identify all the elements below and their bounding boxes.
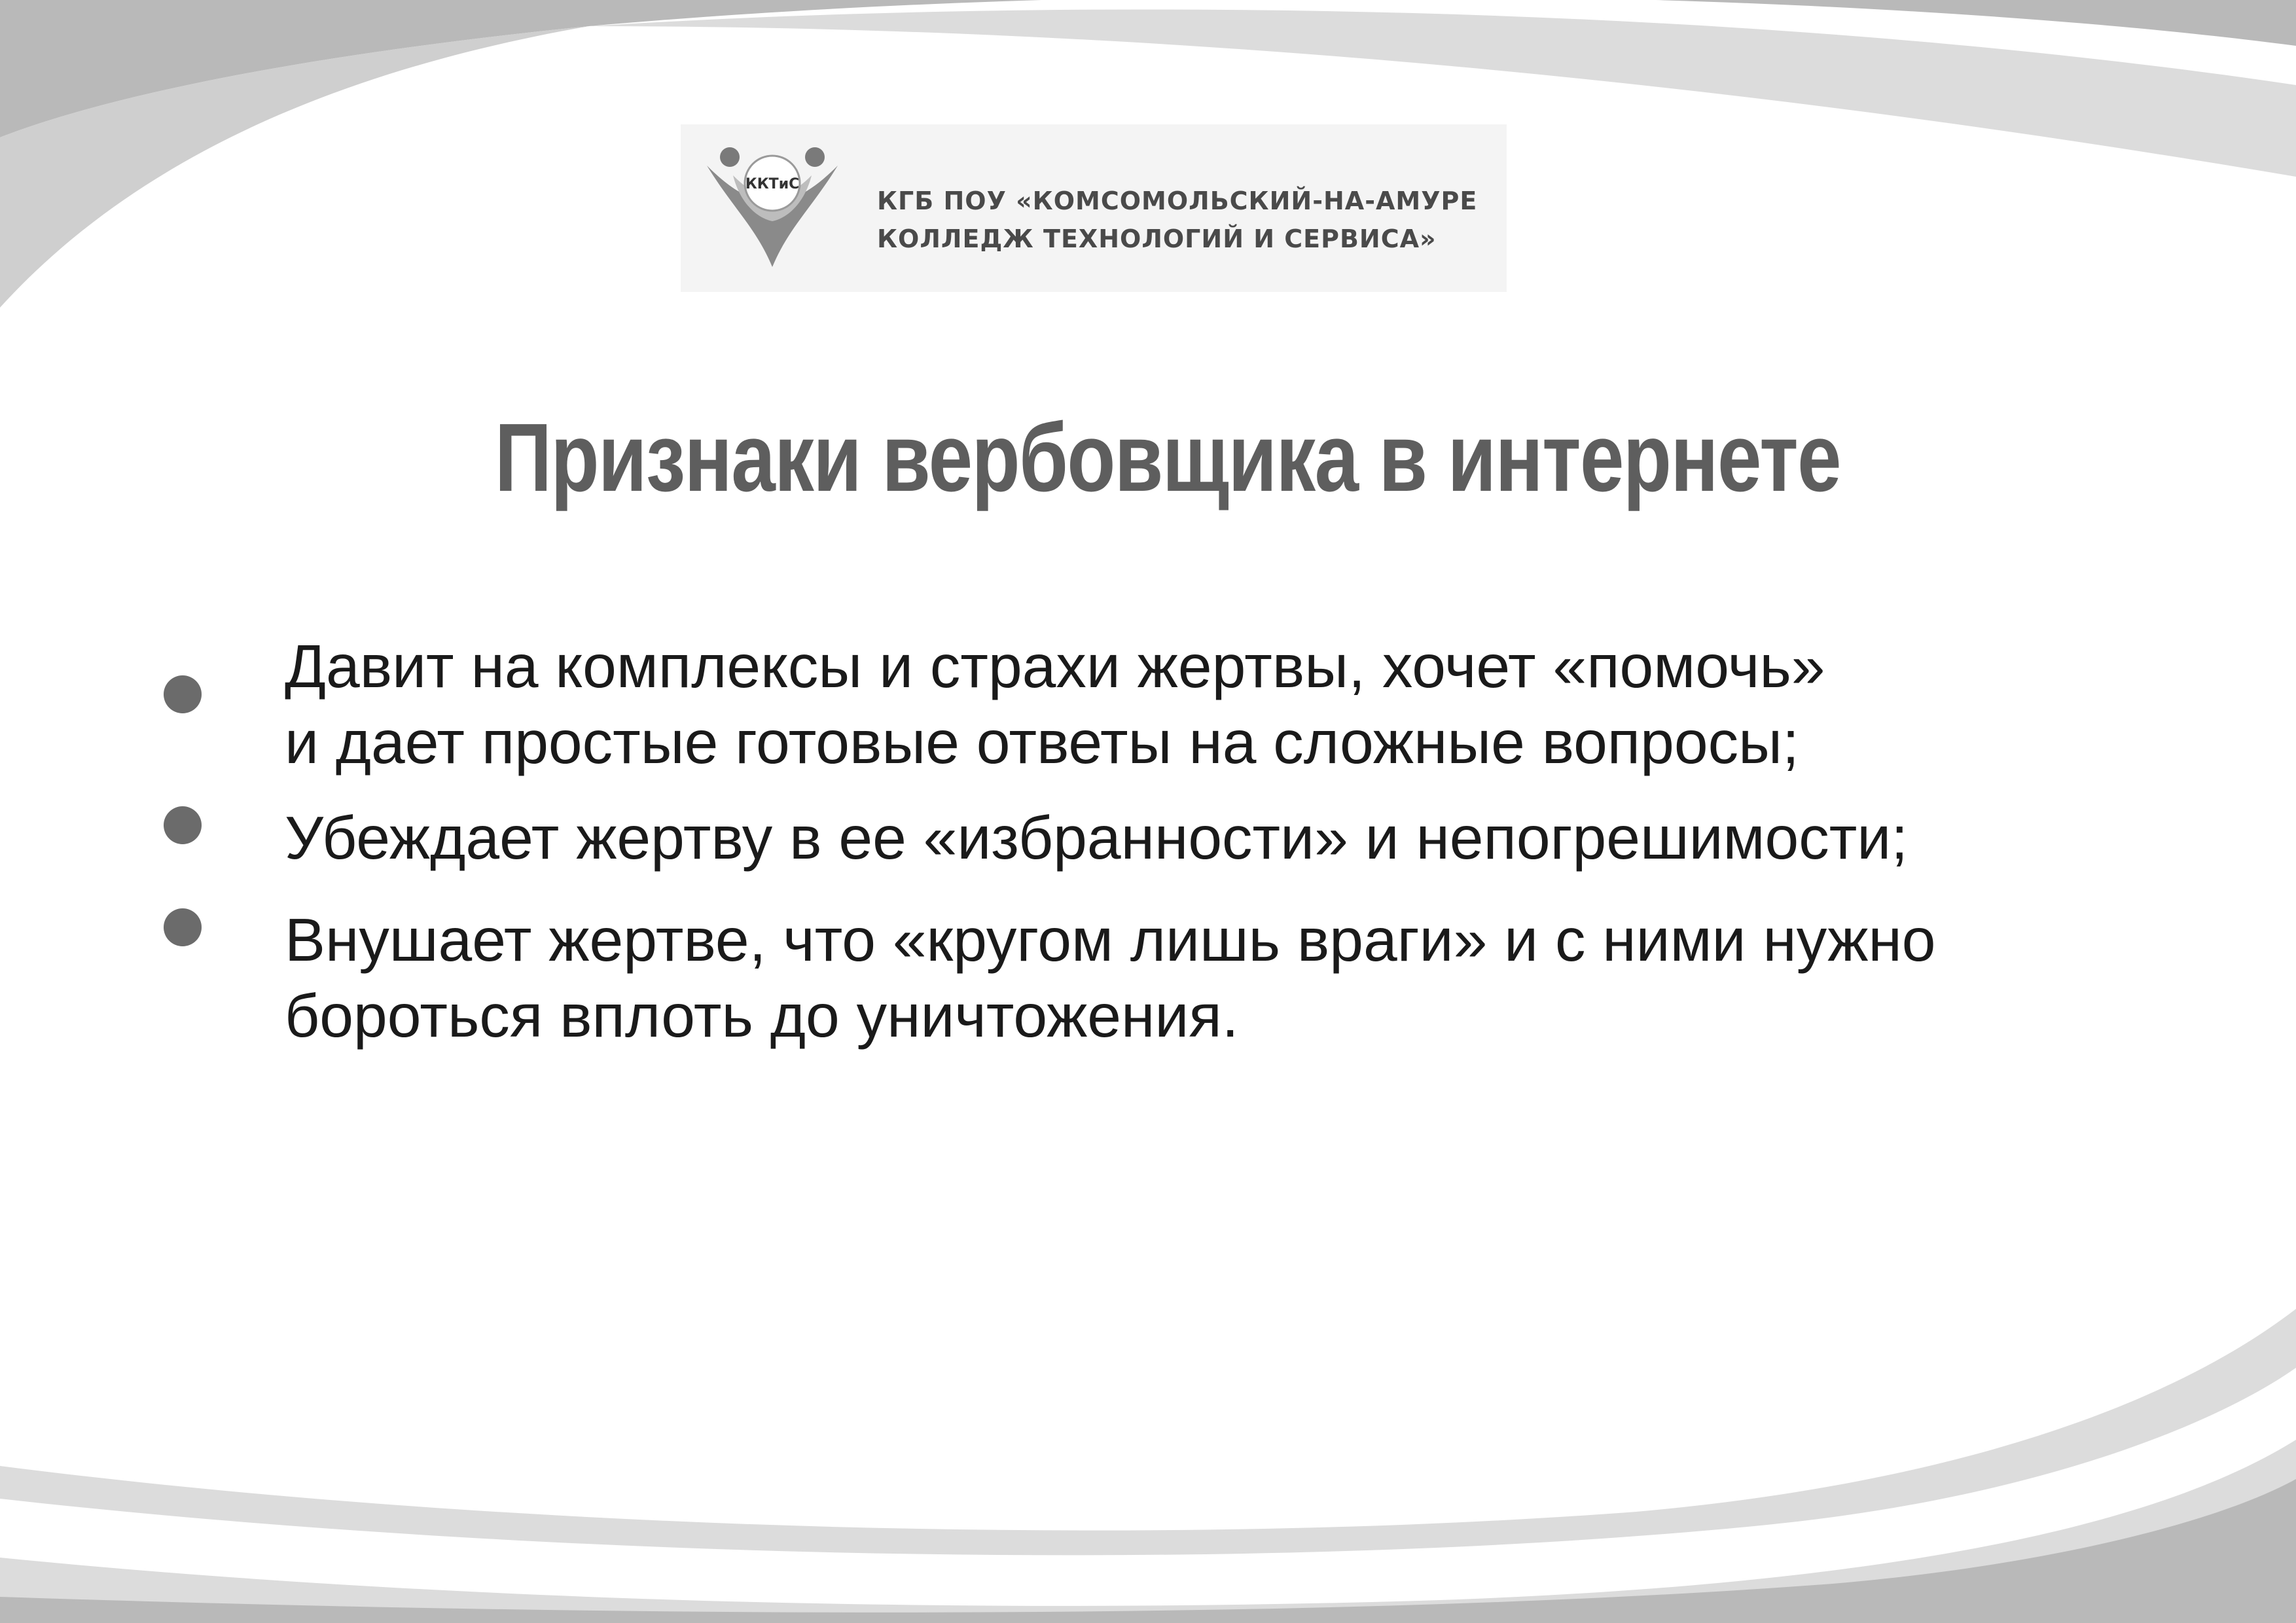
college-name-line-2: КОЛЛЕДЖ ТЕХНОЛОГИЙ И СЕРВИСА»: [877, 224, 1437, 253]
bullet-item: [164, 902, 2160, 1054]
college-logo: [681, 124, 1507, 292]
college-emblem-icon: [694, 130, 851, 287]
bullet-text-line: бороться вплоть до уничтожения.: [285, 982, 1239, 1050]
bullet-dot-icon: [164, 806, 202, 844]
bullet-text-line: Убеждает жертву в ее «избранности» и непогрешимости;: [285, 804, 1909, 872]
slide-title: Признаки вербовщика в интернете: [494, 404, 1840, 512]
svg-text:ККТиС: ККТиС: [745, 176, 800, 192]
bullet-text-line: и дает простые готовые ответы на сложные вопросы;: [285, 708, 1799, 776]
college-name: [877, 182, 1477, 258]
bullet-item: [164, 628, 2160, 780]
bullet-dot-icon: [164, 675, 202, 713]
bullet-text-line: Давит на комплексы и страхи жертвы, хочет «помочь»: [285, 632, 1825, 700]
bullet-item: [164, 800, 2160, 876]
bullet-dot-icon: [164, 908, 202, 946]
bullet-text-line: Внушает жертве, что «кругом лишь враги» и с ними нужно: [285, 906, 1936, 974]
bullet-list: [164, 628, 2160, 1054]
college-name-line-1: КГБ ПОУ «КОМСОМОЛЬСКИЙ-НА-АМУРЕ: [877, 187, 1478, 215]
